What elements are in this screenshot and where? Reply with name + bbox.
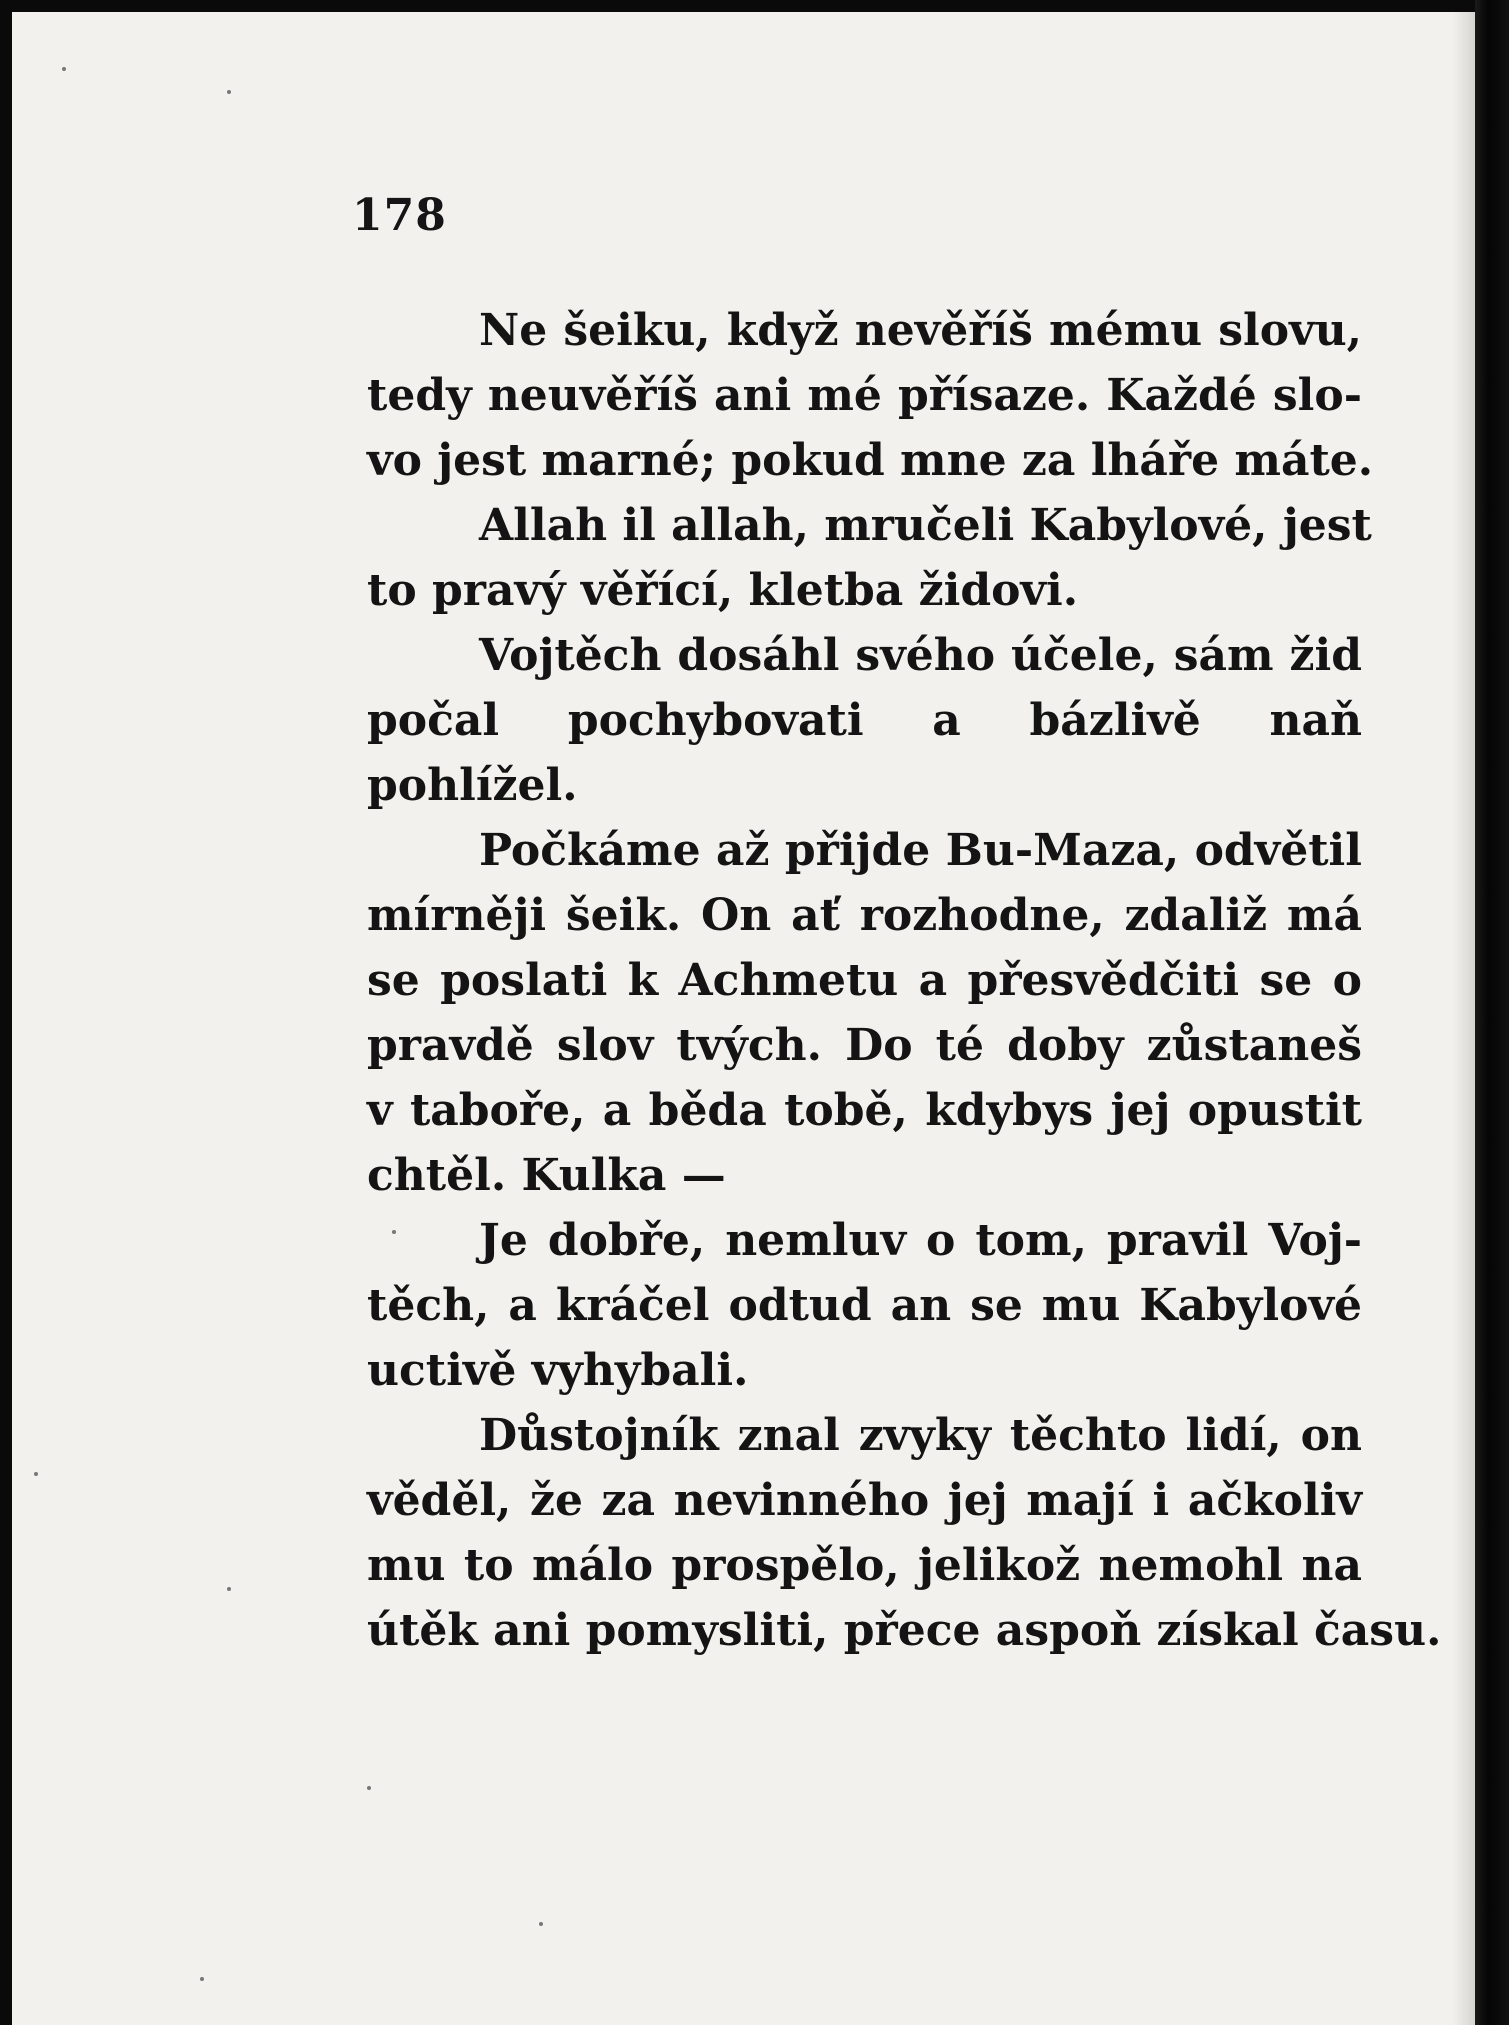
text-line: Je dobře, nemluv o tom, pravil Voj- [479, 1215, 1362, 1266]
text-line: pohlížel. [367, 760, 578, 811]
text-line: počal pochybovati a bázlivě naň [367, 695, 1362, 746]
text-line: Ne šeiku, když nevěříš mému slovu, [479, 305, 1362, 356]
text-line: Allah il allah, mručeli Kabylové, jest [479, 500, 1372, 551]
text-line: těch, a kráčel odtud an se mu Kabylové [367, 1280, 1362, 1331]
text-line: Vojtěch dosáhl svého účele, sám žid [479, 630, 1362, 681]
text-line: tedy neuvěříš ani mé přísaze. Každé slo- [367, 370, 1362, 421]
text-line: chtěl. Kulka — [367, 1150, 726, 1201]
text-line: pravdě slov tvých. Do té doby zůstaneš [367, 1020, 1362, 1071]
text-line: Počkáme až přijde Bu-Maza, odvětil [479, 825, 1362, 876]
page-edge-shadow [1452, 12, 1475, 2025]
text-line: mu to málo prospělo, jelikož nemohl na [367, 1540, 1362, 1591]
text-line: vo jest marné; pokud mne za lháře máte. [367, 435, 1374, 486]
book-page [12, 12, 1475, 2025]
page-number: 178 [352, 190, 447, 241]
text-line: Důstojník znal zvyky těchto lidí, on [479, 1410, 1362, 1461]
scan-right-border [1475, 0, 1509, 2025]
text-line: útěk ani pomysliti, přece aspoň získal času. [367, 1605, 1442, 1656]
text-line: uctivě vyhybali. [367, 1345, 749, 1396]
text-line: v taboře, a běda tobě, kdybys jej opustit [367, 1085, 1362, 1136]
text-line: to pravý věřící, kletba židovi. [367, 565, 1079, 616]
text-line: mírněji šeik. On ať rozhodne, zdaliž má [367, 890, 1362, 941]
text-line: se poslati k Achmetu a přesvědčiti se o [367, 955, 1362, 1006]
body-text [367, 298, 1442, 1663]
text-line: věděl, že za nevinného jej mají i ačkoliv [367, 1475, 1362, 1526]
